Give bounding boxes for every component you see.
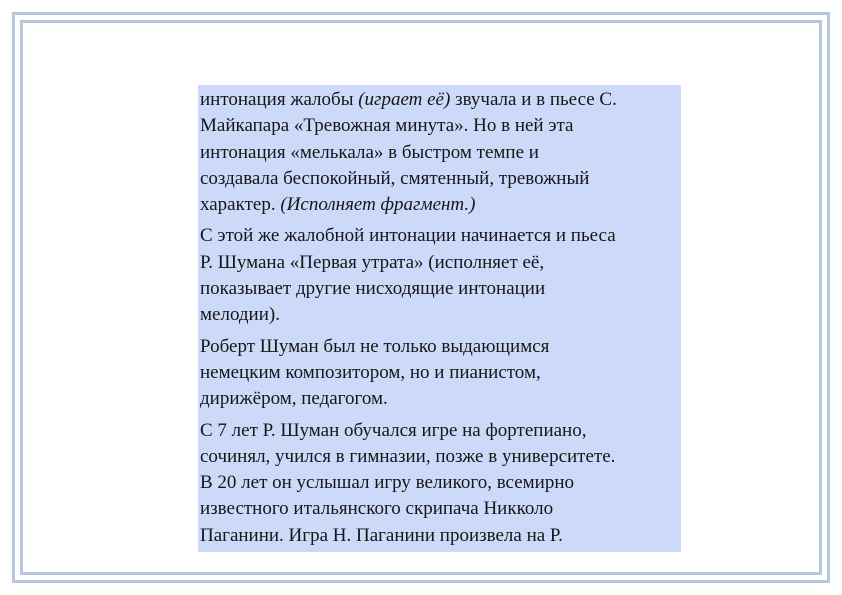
text-line: Паганини. Игра Н. Паганини произвела на Р. bbox=[200, 524, 563, 546]
paragraph-1 bbox=[200, 87, 679, 218]
text-line: С этой же жалобной интонации начинается и пьеса bbox=[200, 225, 616, 247]
text-line: известного итальянского скрипача Никколо bbox=[200, 498, 554, 520]
text-segment: характер. bbox=[200, 194, 281, 216]
paragraph-2 bbox=[200, 223, 679, 328]
text-line: немецким композитором, но и пианистом, bbox=[200, 361, 541, 383]
text-line bbox=[200, 192, 679, 218]
text-segment: звучала и в пьесе С. bbox=[450, 89, 617, 110]
paragraph-4 bbox=[200, 418, 679, 549]
text-line: С 7 лет Р. Шуман обучался игре на фортепиано, bbox=[200, 419, 587, 441]
text-line: Р. Шумана «Первая утрата» (исполняет её, bbox=[200, 251, 545, 273]
text-line bbox=[200, 87, 679, 113]
text-block bbox=[198, 85, 681, 552]
text-line: Роберт Шуман был не только выдающимся bbox=[200, 335, 550, 357]
text-segment: интонация жалобы bbox=[200, 89, 359, 110]
text-line: мелодии). bbox=[200, 304, 280, 326]
text-line: сочинял, учился в гимназии, позже в университете. bbox=[200, 445, 616, 467]
text-line: интонация «мелькала» в быстром темпе и bbox=[200, 141, 539, 163]
text-line: Майкапара «Тревожная минута». Но в ней эта bbox=[200, 115, 574, 137]
paragraph-3 bbox=[200, 334, 679, 413]
text-line: создавала беспокойный, смятенный, тревожный bbox=[200, 167, 590, 189]
text-line: дирижёром, педагогом. bbox=[200, 388, 388, 410]
text-line: В 20 лет он услышал игру великого, всемирно bbox=[200, 472, 575, 494]
italic-remark: (Исполняет фрагмент.) bbox=[280, 194, 476, 216]
italic-remark: (играет её) bbox=[358, 89, 451, 110]
text-line: показывает другие нисходящие интонации bbox=[200, 278, 546, 300]
